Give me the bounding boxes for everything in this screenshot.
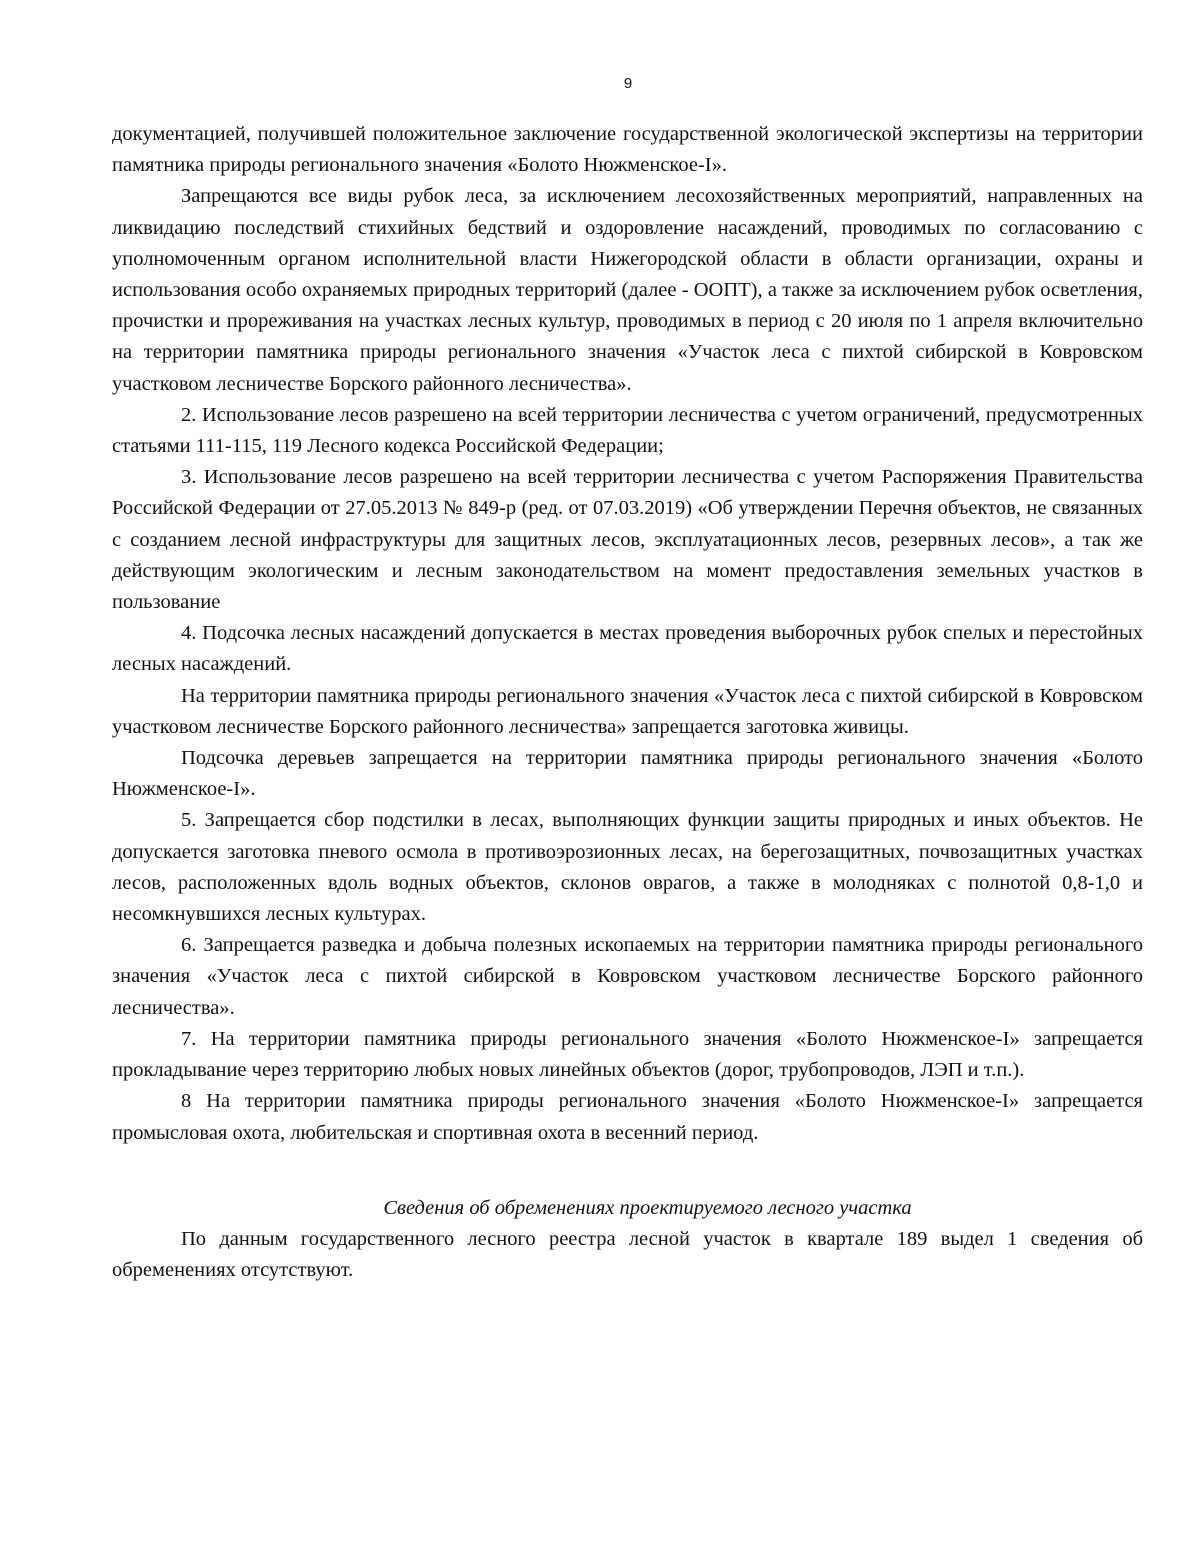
document-body (112, 119, 1143, 1286)
paragraph-encumbrances: По данным государственного лесного реестра лесной участок в квартале 189 выдел 1 сведения об обременениях отсутствуют. (112, 1227, 1143, 1282)
page-number: 9 (623, 75, 633, 92)
paragraph-logging-prohibition: Запрещаются все виды рубок леса, за исключением лесохозяйственных мероприятий, направленных на ликвидацию последствий стихийных бедствий и оздоровление насаждений, проводимых по согласованию с уполномоченным органом исполнительной власти Нижегородской области в области организации, охраны и использования особо охраняемых природных территорий (далее - ООПТ), а также за исключением рубок осветления, прочистки и прореживания на участках лесных культур, проводимых в период с 20 июля по 1 апреля включительно на территории памятника природы регионального значения «Участок леса с пихтой сибирской в Ковровском участковом лесничестве Борского районного лесничества». (112, 185, 1143, 395)
paragraph-item-4: 4. Подсочка лесных насаждений допускается в местах проведения выборочных рубок спелых и перестойных лесных насаждений. (112, 622, 1143, 676)
paragraph-resin-prohibition: На территории памятника природы регионального значения «Участок леса с пихтой сибирской в Ковровском участковом лесничестве Борского районного лесничества» запрещается заготовка живицы. (112, 684, 1143, 738)
paragraph-item-3: 3. Использование лесов разрешено на всей территории лесничества с учетом Распоряжения Правительства Российской Федерации от 27.05.2013 № 849-р (ред. от 07.03.2019) «Об утверждении Перечня объектов, не связанных с созданием лесной инфраструктуры для защитных лесов, эксплуатационных лесов, резервных лесов», а так же действующим экологическим и лесным законодательством на момент предоставления земельных участков в пользование (112, 466, 1143, 614)
paragraph-item-7: 7. На территории памятника природы регионального значения «Болото Нюжменское-I» запрещается прокладывание через территорию любых новых линейных объектов (дорог, трубопроводов, ЛЭП и т.п.). (112, 1027, 1143, 1082)
paragraph-item-6: 6. Запрещается разведка и добыча полезных ископаемых на территории памятника природы регионального значения «Участок леса с пихтой сибирской в Ковровском участковом лесничестве Борского районного лесничества». (112, 934, 1143, 1019)
paragraph-continuation: документацией, получившей положительное заключение государственной экологической экспертизы на территории памятника природы регионального значения «Болото Нюжменское-I». (112, 123, 1143, 177)
paragraph-item-8: 8 На территории памятника природы регионального значения «Болото Нюжменское-I» запрещается промысловая охота, любительская и спортивная охота в весенний период. (112, 1090, 1143, 1144)
section-heading-encumbrances: Сведения об обременениях проектируемого лесного участка (383, 1196, 912, 1219)
paragraph-item-2: 2. Использование лесов разрешено на всей территории лесничества с учетом ограничений, предусмотренных статьями 111-115, 119 Лесного кодекса Российской Федерации; (112, 403, 1143, 458)
paragraph-item-5: 5. Запрещается сбор подстилки в лесах, выполняющих функции защиты природных и иных объектов. Не допускается заготовка пневого осмола в противоэрозионных лесах, на берегозащитных, почвозащитных участках лесов, расположенных вдоль водных объектов, склонов оврагов, а также в молодняках с полнотой 0,8-1,0 и несомкнувшихся лесных культурах. (112, 809, 1143, 926)
paragraph-tapping-prohibition: Подсочка деревьев запрещается на территории памятника природы регионального значения «Болото Нюжменское-I». (112, 747, 1143, 801)
